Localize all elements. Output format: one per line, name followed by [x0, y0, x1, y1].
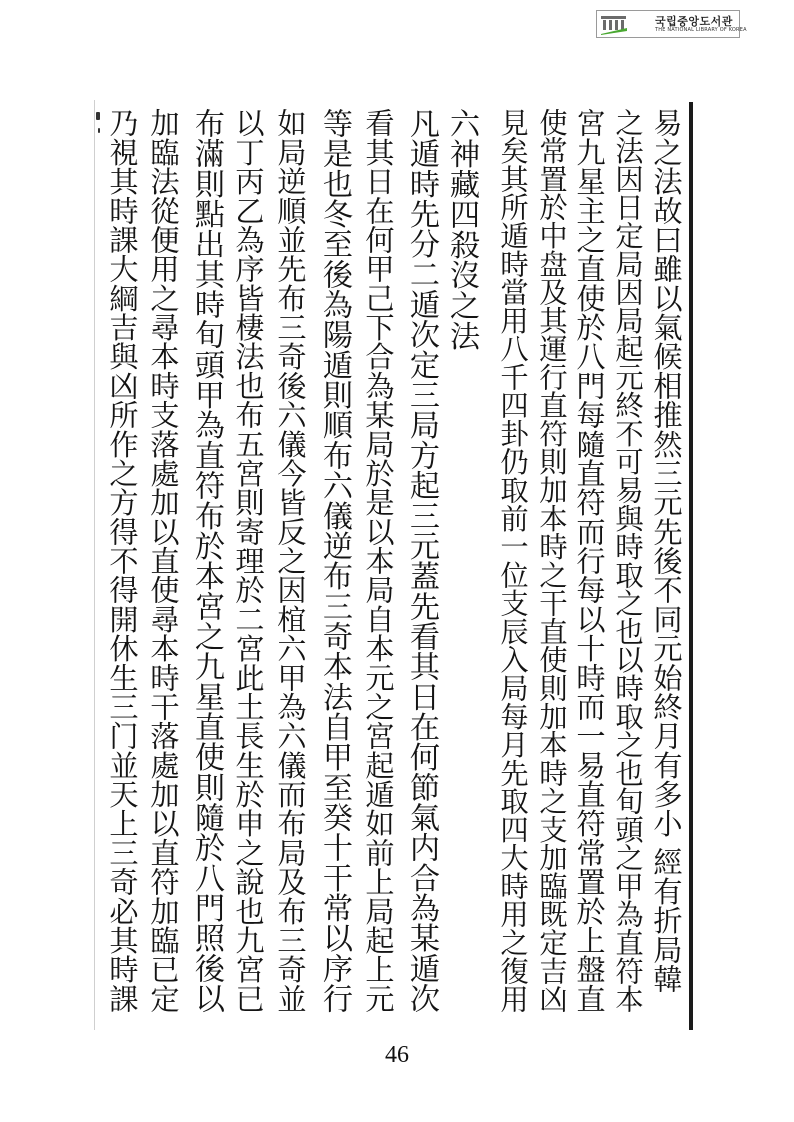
- library-building-icon: [601, 15, 627, 35]
- manuscript-column-8: 看其日在何甲己下合為某局於是以本局自本元之宮起遁如前上局起上元: [361, 108, 395, 1013]
- manuscript-column-1: 易之法故曰雖以氣候相推然三元先後不同元始終月有多小 經有折局韓: [649, 108, 683, 993]
- library-name-english: THE NATIONAL LIBRARY OF KOREA: [655, 27, 747, 33]
- library-logo: [596, 10, 747, 38]
- manuscript-column-2: 之法因日定局因局起元終不可易與時取之也以時取之也旬頭之甲為直符本: [611, 108, 644, 1013]
- page-right-border-line: [689, 102, 693, 1030]
- manuscript-column-12: 布滿則點出其時旬頭甲為直符布於本宮之九星直使則隨於八門照後以: [189, 108, 224, 1014]
- scan-speck: [96, 112, 100, 120]
- manuscript-column-4: 使常置於中盘及其運行直符則加本時之干直使則加本時之支加臨既定吉凶: [535, 108, 568, 1013]
- manuscript-column-10: 如局逆順並先布三奇後六儀今皆反之因椬六甲為六儀而布局及布三奇並: [273, 108, 307, 1013]
- page-left-edge: [94, 100, 95, 1030]
- library-name-korean: 국립중앙도서관: [655, 15, 733, 28]
- manuscript-column-3: 宮九星主之直使於八門每隨直符而行每以十時而一易直符常置於上盤直: [572, 108, 606, 1013]
- manuscript-column-11: 以丁丙乙為序皆棲法也布五宮則寄理於二宮此土長生於申之說也九宮已: [231, 108, 265, 1013]
- manuscript-column-5: 見矣其所遁時當用八千四卦仍取前一位支辰入局每月先取四大時用之復用: [496, 108, 529, 1013]
- manuscript-column-7: 凡遁時先分二遁次定三局方起三元蓋先看其日在何節氣内合為某遁次: [404, 108, 439, 1014]
- manuscript-column-14: 乃視其時課大綱吉與凶所作之方得不得開休生三门並天上三奇必其時課: [105, 108, 139, 1013]
- page-number: 46: [385, 1042, 409, 1068]
- manuscript-column-9: 等是也冬至後為陽遁則順布六儀逆布三奇本法自甲至癸十干常以序行: [317, 108, 352, 1014]
- manuscript-column-13: 加臨法從便用之尋本時支落處加以直使尋本時干落處加以直符加臨已定: [146, 108, 180, 1013]
- manuscript-column-6: 六神藏四殺沒之法: [444, 108, 479, 351]
- scan-speck: [98, 128, 100, 133]
